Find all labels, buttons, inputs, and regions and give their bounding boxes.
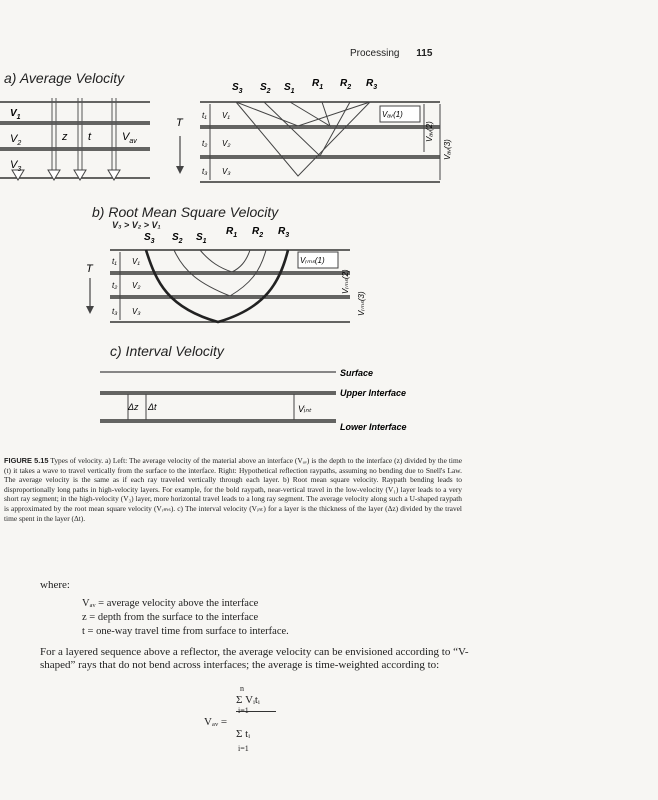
label-b-v1: V₁ <box>132 257 140 266</box>
where-label: where: <box>40 579 70 591</box>
panel-c-title: c) Interval Velocity <box>110 343 224 359</box>
label-dt: Δt <box>148 402 157 412</box>
label-b-r2: $R_2$ <box>252 226 264 239</box>
label-b-s3: $S_3$ <box>144 232 155 245</box>
label-b-r1: $R_1$ <box>226 226 238 239</box>
label-v3: $V_3$ <box>10 159 22 173</box>
label-r1: $R_1$ <box>312 78 324 91</box>
label-vav3: Vₐᵥ(3) <box>443 139 452 160</box>
panel-b-title: b) Root Mean Square Velocity <box>92 204 279 220</box>
label-v2: $V_2$ <box>10 133 22 147</box>
label-t-axis: T <box>176 117 183 129</box>
definition-vav: Vₐᵥ = average velocity above the interface <box>82 598 259 609</box>
definition-t: t = one-way travel time from surface to interface. <box>82 626 289 637</box>
label-b-t1: t₁ <box>112 257 117 266</box>
label-b-v3: V₃ <box>132 307 141 316</box>
figure-caption-text: Types of velocity. a) Left: The average velocity of the material above an interface (Vₐᵥ) is the depth to the interface (z) divided by the time (t) it takes a wave to travel vertically from the surface to the interface. Right: Hypothetical reflection raypaths, assuming no bending due to Snell's Law. The average velocity is the same as if each ray traveled vertically through each layer. b) Root mean square velocity. Raypath bending leads to disproportionally long paths in high-velocity layers. For example, for the bold raypath, near-vertical travel in the low-velocity (V₁) layer leads to a very short ray segment; in the high-velocity (V₃) layer, more horizontal travel leads to a long ray segment. The average velocity along such a U-shaped raypath is approximated by the root mean square velocity (Vᵣₘₛ). c) The interval velocity (Vᵢₙₜ) for a layer is the thickness of the layer (Δz) divided by the travel time spent in the layer (Δt). <box>4 456 462 523</box>
label-t: t <box>88 131 92 143</box>
panel-b-subtitle: V₃ > V₂ > V₁ <box>112 220 161 230</box>
label-v1: $V_1$ <box>10 108 21 121</box>
label-z: z <box>62 131 68 143</box>
equation-lower-limit-bottom: i=1 <box>238 744 249 753</box>
label-vrms3: Vᵣₘₛ(3) <box>357 291 366 316</box>
equation-upper-limit-top: n <box>240 684 244 693</box>
label-t3: t₃ <box>202 167 208 176</box>
label-s2: $S_2$ <box>260 82 271 95</box>
figure-caption <box>4 456 462 523</box>
label-b-s2: $S_2$ <box>172 232 183 245</box>
label-upper-interface: Upper Interface <box>340 388 407 398</box>
body-paragraph: For a layered sequence above a reflector, the average velocity can be envisioned according to “V-shaped” rays that do not bend across interfaces; the average is time-weighted according to: <box>40 646 469 671</box>
panel-a-left-diagram <box>0 92 160 192</box>
label-b-v2: V₂ <box>132 281 141 290</box>
label-b-t-axis: T <box>86 263 93 275</box>
label-b-t2: t₂ <box>112 281 118 290</box>
panel-a-title: a) Average Velocity <box>4 70 125 86</box>
page-number: 115 <box>416 48 433 59</box>
label-r3: $R_3$ <box>366 78 378 91</box>
label-vav2: Vₐᵥ(2) <box>425 121 434 142</box>
equation-lower-limit-top: i=1 <box>238 706 249 715</box>
label-lower-interface: Lower Interface <box>340 422 407 432</box>
label-rv3: V₃ <box>222 167 231 176</box>
label-rv2: V₂ <box>222 139 231 148</box>
label-surface: Surface <box>340 368 374 378</box>
label-vrms2: Vᵣₘₛ(2) <box>341 269 350 294</box>
figure-label: FIGURE 5.15 <box>4 456 49 465</box>
panel-b-diagram <box>80 222 380 332</box>
equation-denominator: Σ tᵢ <box>236 728 251 740</box>
label-r2: $R_2$ <box>340 78 352 91</box>
running-header <box>350 48 432 59</box>
equation-lhs: Vₐᵥ = <box>204 716 228 728</box>
label-t1: t₁ <box>202 111 207 120</box>
panel-c-diagram <box>100 362 430 452</box>
panel-a-right-diagram <box>170 76 460 191</box>
label-b-r3: $R_3$ <box>278 226 290 239</box>
label-t2: t₂ <box>202 139 208 148</box>
label-b-t3: t₃ <box>112 307 118 316</box>
label-s3: $S_3$ <box>232 82 243 95</box>
label-vint: Vᵢₙₜ <box>298 404 312 414</box>
label-vav: $V_{av}$ <box>122 131 137 145</box>
label-vrms1: Vᵣₘₛ(1) <box>300 256 325 265</box>
label-rv1: V₁ <box>222 111 230 120</box>
equation-numerator: Σ Vᵢtᵢ <box>236 694 260 706</box>
label-dz: Δz <box>128 402 139 412</box>
running-title: Processing <box>350 48 400 59</box>
label-s1: $S_1$ <box>284 82 295 95</box>
label-b-s1: $S_1$ <box>196 232 207 245</box>
label-vav1: Vₐᵥ(1) <box>382 110 403 119</box>
definition-z: z = depth from the surface to the interface <box>82 612 259 623</box>
